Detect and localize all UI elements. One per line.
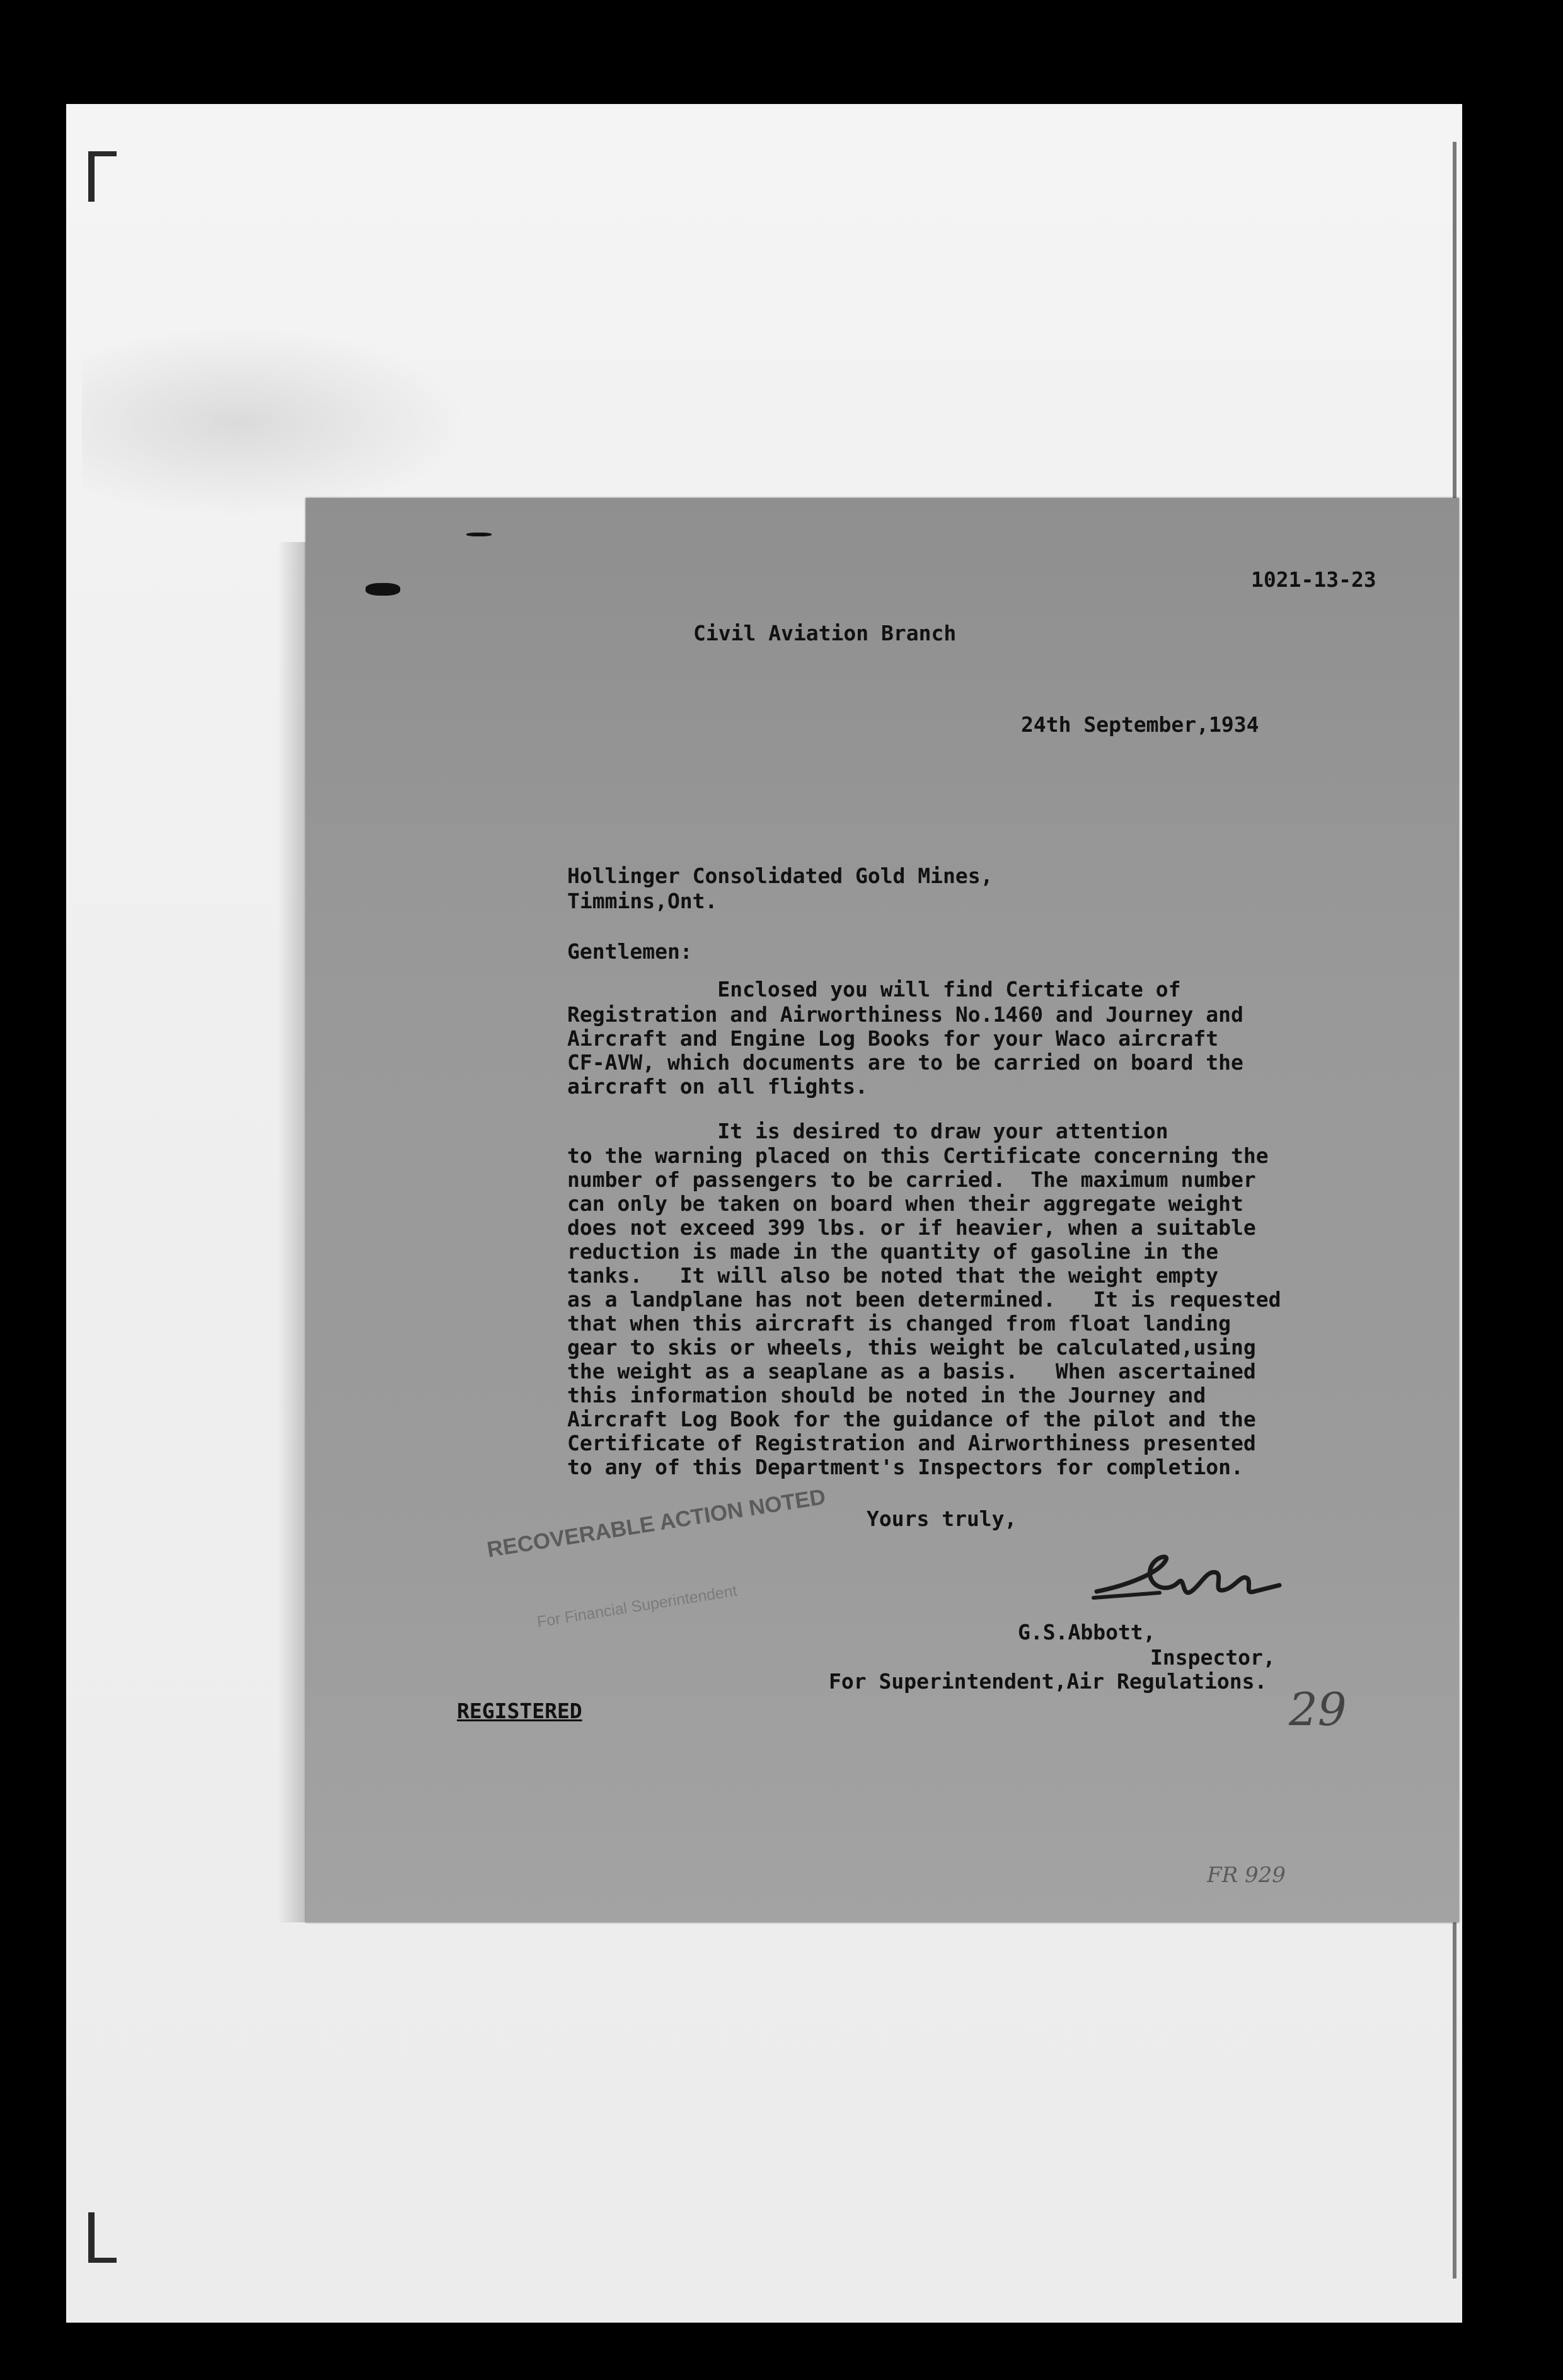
para2-line: that when this aircraft is changed from float landing <box>567 1311 1231 1336</box>
ink-mark <box>466 533 492 536</box>
crop-mark-top-left <box>88 151 117 156</box>
para1-line: Enclosed you will find Certificate of <box>567 977 1181 1002</box>
para2-line: can only be taken on board when their aggregate weight <box>567 1191 1243 1216</box>
signature-scrawl <box>1090 1547 1298 1617</box>
para1-line: Aircraft and Engine Log Books for your Waco aircraft <box>567 1026 1219 1051</box>
addressee-line-2: Timmins,Ont. <box>567 889 718 913</box>
para1-line: aircraft on all flights. <box>567 1074 868 1099</box>
para2-line: as a landplane has not been determined. It is requested <box>567 1287 1281 1312</box>
crop-mark-bottom-left <box>88 2258 117 2263</box>
marginal-initials: 29 <box>1289 1683 1347 1736</box>
salutation: Gentlemen: <box>567 939 693 964</box>
addressee-line-1: Hollinger Consolidated Gold Mines, <box>567 864 993 888</box>
para2-line: gear to skis or wheels, this weight be calculated,using <box>567 1335 1256 1360</box>
recoverable-action-stamp: RECOVERABLE ACTION NOTED <box>485 1484 828 1563</box>
para2-line: It is desired to draw your attention <box>567 1119 1168 1143</box>
para2-line: Aircraft Log Book for the guidance of the pilot and the <box>567 1407 1256 1431</box>
para2-line: does not exceed 399 lbs. or if heavier, when a suitable <box>567 1215 1256 1240</box>
para1-line: Registration and Airworthiness No.1460 and Journey and <box>567 1002 1243 1027</box>
para2-line: number of passengers to be carried. The maximum number <box>567 1167 1256 1192</box>
para2-line: to the warning placed on this Certificate concerning the <box>567 1143 1269 1168</box>
para2-line: tanks. It will also be noted that the weight empty <box>567 1263 1219 1288</box>
stamp-subtext: For Financial Superintendent <box>536 1581 739 1631</box>
letter-page <box>306 498 1459 1922</box>
para2-line: the weight as a seaplane as a basis. When ascertained <box>567 1359 1256 1384</box>
branch-heading: Civil Aviation Branch <box>693 621 957 645</box>
page-shadow <box>277 542 306 1922</box>
signer-title: Inspector, <box>1150 1645 1276 1670</box>
signer-for: For Superintendent,Air Regulations. <box>829 1669 1267 1694</box>
para2-line: reduction is made in the quantity of gasoline in the <box>567 1239 1219 1264</box>
para1-line: CF-AVW, which documents are to be carried on board the <box>567 1050 1243 1075</box>
tissue-paper <box>82 328 473 517</box>
para2-line: to any of this Department's Inspectors for completion. <box>567 1455 1243 1479</box>
letter-date: 24th September,1934 <box>1021 712 1259 737</box>
para2-line: Certificate of Registration and Airworthiness presented <box>567 1431 1256 1455</box>
closing: Yours truly, <box>867 1506 1017 1531</box>
crop-mark-bottom-left <box>88 2212 95 2263</box>
para2-line: this information should be noted in the Journey and <box>567 1383 1206 1407</box>
archive-reference: FR 929 <box>1207 1863 1286 1888</box>
crop-mark-top-left <box>88 151 95 202</box>
registered-mark: REGISTERED <box>457 1699 582 1723</box>
signer-name: G.S.Abbott, <box>1018 1620 1156 1644</box>
file-number: 1021-13-23 <box>1251 567 1376 592</box>
ink-blot <box>366 583 400 596</box>
